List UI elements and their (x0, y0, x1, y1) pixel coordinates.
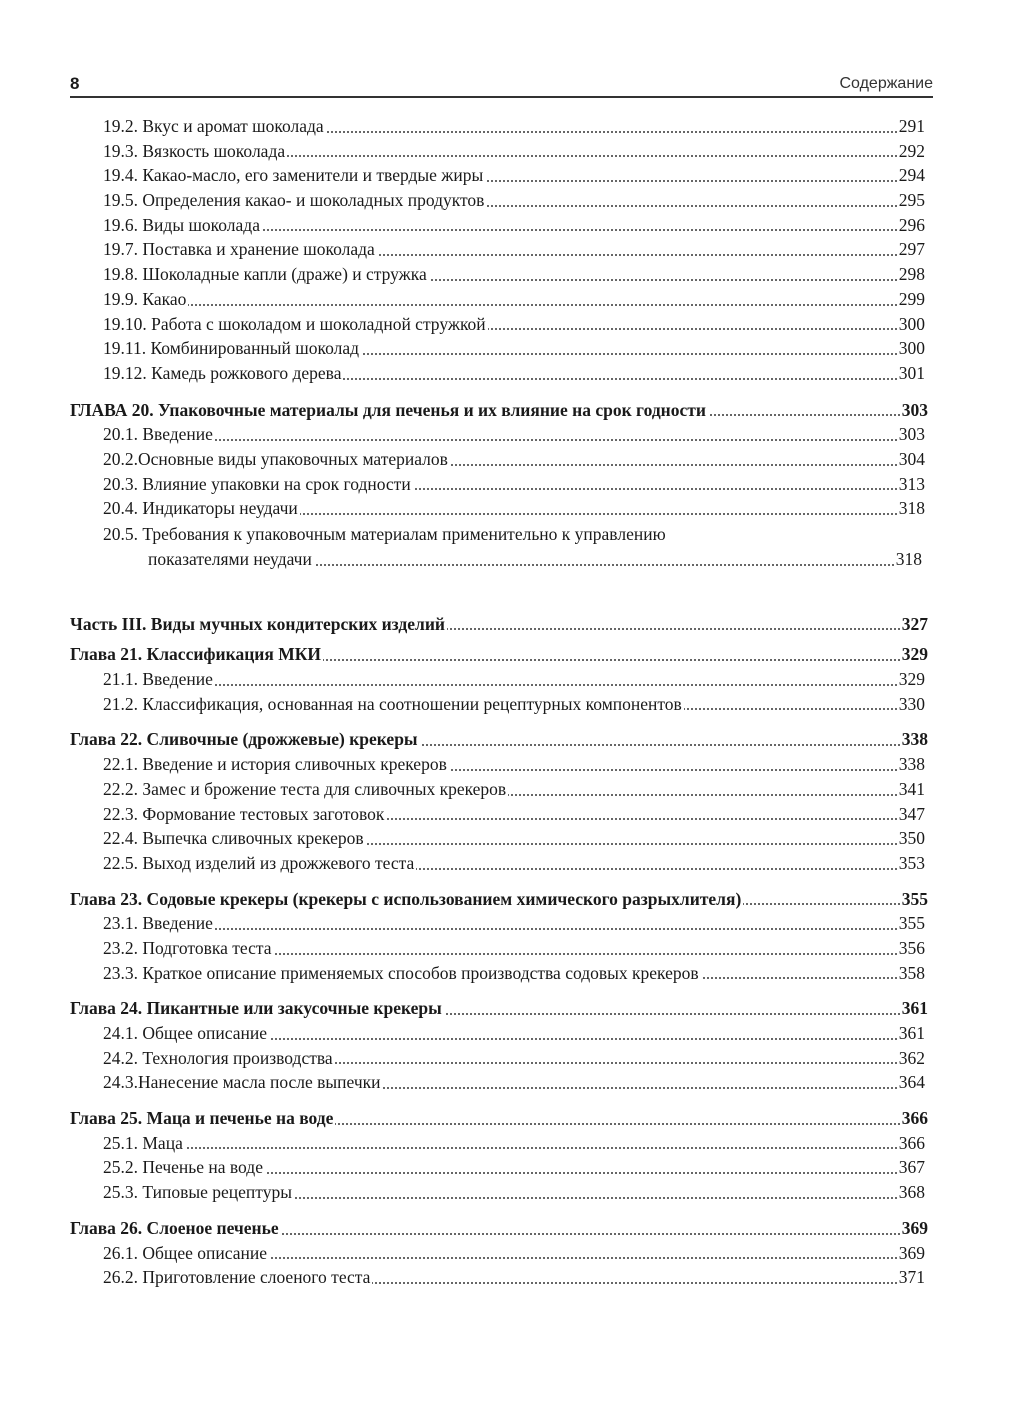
toc-entry-page: 356 (897, 936, 925, 961)
toc-entry-title: 23.1. Введение (103, 911, 215, 936)
toc-entry[interactable] (103, 114, 925, 139)
toc-entry-title: показателями неудачи (148, 547, 314, 572)
toc-entry[interactable] (103, 447, 925, 472)
toc-entry-page: 294 (897, 163, 925, 188)
toc-entry[interactable] (103, 777, 925, 802)
toc-entry-page: 369 (900, 1216, 928, 1241)
toc-entry-title: 25.3. Типовые рецептуры (103, 1180, 294, 1205)
toc-entry-page: 329 (897, 667, 925, 692)
toc-entry-title: 22.4. Выпечка сливочных крекеров (103, 826, 366, 851)
toc-entry-title: 22.1. Введение и история сливочных крекеров (103, 752, 449, 777)
toc-entry-title: 26.1. Общее описание (103, 1241, 269, 1266)
toc-entry-page: 296 (897, 213, 925, 238)
toc-chapter[interactable] (70, 1106, 928, 1131)
toc-entry-title: 19.4. Какао-масло, его заменители и твердые жиры (103, 163, 485, 188)
toc-entry[interactable] (103, 826, 925, 851)
toc-entry[interactable] (103, 1046, 925, 1071)
toc-entry-title: 20.4. Индикаторы неудачи (103, 496, 300, 521)
toc-entry-title: 25.1. Маца (103, 1131, 185, 1156)
toc-entry-title: 19.12. Камедь рожкового дерева (103, 361, 343, 386)
toc-entry-page: 368 (897, 1180, 925, 1205)
toc-entry-page: 367 (897, 1155, 925, 1180)
toc-entry-title: 20.2.Основные виды упаковочных материалов (103, 447, 450, 472)
toc-entry-page: 341 (897, 777, 925, 802)
toc-entry-title: 21.1. Введение (103, 667, 215, 692)
toc-entry-page: 318 (894, 547, 922, 572)
toc-entry-continuation[interactable] (148, 547, 922, 572)
running-title: Содержание (839, 75, 933, 92)
toc-chapter[interactable] (70, 996, 928, 1021)
toc-entry-title: 23.2. Подготовка теста (103, 936, 273, 961)
toc-entry[interactable] (103, 213, 925, 238)
toc-entry[interactable] (103, 472, 925, 497)
toc-entry-page: 358 (897, 961, 925, 986)
toc-entry-page: 299 (897, 287, 925, 312)
dot-leader (103, 304, 925, 306)
page-header (70, 74, 933, 98)
toc-entry-page: 364 (897, 1070, 925, 1095)
toc-entry[interactable] (103, 1155, 925, 1180)
dot-leader (103, 684, 925, 686)
page-number: 8 (70, 74, 80, 93)
toc-entry[interactable] (103, 287, 925, 312)
toc-entry-title: 19.2. Вкус и аромат шоколада (103, 114, 326, 139)
toc-entry[interactable] (103, 188, 925, 213)
toc-entry-title: Глава 22. Сливочные (дрожжевые) крекеры (70, 727, 420, 752)
toc-entry-page: 366 (900, 1106, 928, 1131)
toc-entry-page: 291 (897, 114, 925, 139)
toc-entry-page: 330 (897, 692, 925, 717)
toc-entry-title: 23.3. Краткое описание применяемых способов производства содовых крекеров (103, 961, 701, 986)
toc-entry-page: 295 (897, 188, 925, 213)
toc-chapter[interactable] (70, 727, 928, 752)
toc-entry-title: 19.7. Поставка и хранение шоколада (103, 237, 377, 262)
toc-entry[interactable] (103, 163, 925, 188)
toc-entry-page: 355 (897, 911, 925, 936)
toc-entry-title: Глава 25. Маца и печенье на воде (70, 1106, 335, 1131)
toc-chapter[interactable] (70, 887, 928, 912)
toc-entry[interactable] (103, 237, 925, 262)
toc-entry-title: 24.2. Технология производства (103, 1046, 335, 1071)
toc-part[interactable] (70, 612, 928, 637)
toc-entry-title: 20.1. Введение (103, 422, 215, 447)
toc-entry[interactable] (103, 422, 925, 447)
toc-entry-title: Глава 23. Содовые крекеры (крекеры с использованием химического разрыхлителя) (70, 887, 743, 912)
toc-entry-wrapped-line[interactable]: 20.5. Требования к упаковочным материалам применительно к управлению (103, 524, 666, 544)
toc-entry-page: 303 (897, 422, 925, 447)
toc-entry-title: 22.2. Замес и брожение теста для сливочных крекеров (103, 777, 508, 802)
toc-entry-page: 350 (897, 826, 925, 851)
toc-entry[interactable] (103, 692, 925, 717)
toc-entry-title: 26.2. Приготовление слоеного теста (103, 1265, 372, 1290)
toc-entry-page: 327 (900, 612, 928, 637)
toc-entry-title: 19.6. Виды шоколада (103, 213, 262, 238)
toc-entry-title: Глава 24. Пикантные или закусочные крекеры (70, 996, 444, 1021)
toc-entry-page: 303 (900, 398, 928, 423)
toc-entry[interactable] (103, 312, 925, 337)
dot-leader (103, 928, 925, 930)
toc-entry[interactable] (103, 1265, 925, 1290)
toc-entry[interactable] (103, 336, 925, 361)
dot-leader (103, 439, 925, 441)
toc-chapter[interactable] (70, 1216, 928, 1241)
toc-entry-page: 361 (900, 996, 928, 1021)
toc-entry-page: 318 (897, 496, 925, 521)
toc-entry[interactable] (103, 752, 925, 777)
toc-entry[interactable] (103, 851, 925, 876)
toc-entry[interactable] (103, 667, 925, 692)
toc-entry-page: 298 (897, 262, 925, 287)
toc-entry-page: 297 (897, 237, 925, 262)
toc-entry-page: 371 (897, 1265, 925, 1290)
toc-entry-title: 19.8. Шоколадные капли (драже) и стружка (103, 262, 429, 287)
toc-entry-page: 300 (897, 312, 925, 337)
toc-entry[interactable] (103, 262, 925, 287)
toc-entry[interactable] (103, 911, 925, 936)
toc-chapter[interactable] (70, 398, 928, 423)
toc-entry-page: 369 (897, 1241, 925, 1266)
toc-entry[interactable] (103, 1131, 925, 1156)
toc-entry-title: 22.5. Выход изделий из дрожжевого теста (103, 851, 416, 876)
toc-entry-page: 355 (900, 887, 928, 912)
toc-entry-title: Часть III. Виды мучных кондитерских изделий (70, 612, 447, 637)
toc-entry-title: 22.3. Формование тестовых заготовок (103, 802, 386, 827)
toc-entry[interactable] (103, 936, 925, 961)
toc-entry-title: 19.10. Работа с шоколадом и шоколадной стружкой (103, 312, 488, 337)
toc-entry-title: 24.1. Общее описание (103, 1021, 269, 1046)
toc-entry[interactable] (103, 1241, 925, 1266)
toc-entry-page: 300 (897, 336, 925, 361)
toc-entry-page: 338 (900, 727, 928, 752)
toc-entry-page: 362 (897, 1046, 925, 1071)
toc-entry-title: Глава 26. Слоеное печенье (70, 1216, 281, 1241)
toc-entry-title: 19.9. Какао (103, 287, 188, 312)
toc-chapter[interactable] (70, 642, 928, 667)
table-of-contents (0, 114, 1036, 1290)
toc-entry[interactable] (103, 1070, 925, 1095)
toc-entry-title: Глава 21. Классификация МКИ (70, 642, 323, 667)
toc-entry-page: 347 (897, 802, 925, 827)
toc-entry-title: ГЛАВА 20. Упаковочные материалы для печенья и их влияние на срок годности (70, 398, 708, 423)
toc-entry-title: 20.3. Влияние упаковки на срок годности (103, 472, 413, 497)
toc-entry[interactable] (103, 961, 925, 986)
toc-entry-title: 19.5. Определения какао- и шоколадных продуктов (103, 188, 486, 213)
toc-entry-page: 361 (897, 1021, 925, 1046)
toc-entry-page: 353 (897, 851, 925, 876)
toc-entry[interactable] (103, 496, 925, 521)
toc-entry-title: 21.2. Классификация, основанная на соотношении рецептурных компонентов (103, 692, 684, 717)
toc-entry-page: 313 (897, 472, 925, 497)
toc-entry-page: 338 (897, 752, 925, 777)
toc-entry-page: 292 (897, 139, 925, 164)
toc-entry[interactable] (103, 139, 925, 164)
toc-entry-title: 24.3.Нанесение масла после выпечки (103, 1070, 383, 1095)
toc-entry[interactable] (103, 1180, 925, 1205)
toc-entry-page: 329 (900, 642, 928, 667)
toc-entry-title: 19.3. Вязкость шоколада (103, 139, 287, 164)
toc-entry-page: 366 (897, 1131, 925, 1156)
dot-leader (103, 1147, 925, 1149)
toc-entry[interactable] (103, 1021, 925, 1046)
toc-entry-page: 301 (897, 361, 925, 386)
toc-entry-title: 25.2. Печенье на воде (103, 1155, 265, 1180)
toc-entry[interactable] (103, 802, 925, 827)
toc-entry-title: 19.11. Комбинированный шоколад (103, 336, 361, 361)
toc-entry[interactable] (103, 361, 925, 386)
toc-entry-page: 304 (897, 447, 925, 472)
